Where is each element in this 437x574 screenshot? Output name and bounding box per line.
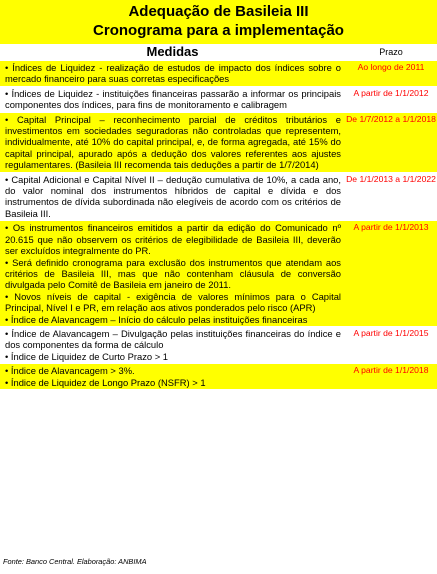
medidas-cell — [0, 326, 345, 363]
medida-item: • Capital Adicional e Capital Nível II – dedução cumulativa de 10%, a cada ano, do valor nominal dos instrumentos híbridos de capital e dívida e dos instrumentos de dívida subordinada não elegíveis de acordo com os critérios de Basileia III. — [5, 173, 341, 219]
medida-item: • Índice de Alavancagem – Divulgação pelas instituições financeiras do índice e dos componentes da forma de cálculo — [5, 327, 341, 351]
table-row — [0, 112, 437, 172]
title-line-1: Adequação de Basileia III — [128, 3, 309, 20]
title-line-2: Cronograma para a implementação — [93, 22, 344, 39]
medidas-cell — [0, 364, 345, 389]
medida-item: • Índices de Liquidez - instituições financeiras passarão a informar os principais componentes dos índices, para fins de monitoramento e calibragem — [5, 87, 341, 111]
medida-item: • Capital Principal – reconhecimento parcial de créditos tributários e investimentos em sociedades seguradoras não controladas que representem, individualmente, até 10% do capital principal, e, de forma agregada, até 15% do capital principal, apurado após a dedução dos valores referentes aos ajustes regulamentares. (Basileia III recomenda tais deduções a partir de 1/7/2014) — [5, 113, 341, 171]
medidas-cell — [0, 61, 345, 87]
cronograma-table — [0, 60, 437, 389]
medida-item: • Índice de Liquidez de Curto Prazo > 1 — [5, 350, 169, 362]
prazo-cell: De 1/7/2012 a 1/1/2018 — [345, 112, 437, 172]
prazo-cell: A partir de 1/1/2018 — [345, 364, 437, 389]
prazo-cell: Ao longo de 2011 — [345, 61, 437, 87]
medida-item: • Será definido cronograma para exclusão dos instrumentos que atendam aos critérios de Basileia III, mas que não contenham cláusula de conversão divulgada pelo Comitê de Basileia em janeiro de 2011. — [5, 256, 341, 291]
column-header-prazo: Prazo — [379, 47, 403, 57]
table-row — [0, 364, 437, 389]
table-row — [0, 326, 437, 363]
prazo-cell: A partir de 1/1/2012 — [345, 86, 437, 112]
source-note: Fonte: Banco Central. Elaboração: ANBIMA — [3, 557, 147, 566]
medida-item: • Novos níveis de capital - exigência de valores mínimos para o Capital Principal, Nível I e PR, em relação aos ativos ponderados pelo risco (APR) — [5, 290, 341, 314]
medida-item: • Índice de Liquidez de Longo Prazo (NSFR) > 1 — [5, 376, 206, 388]
table-row — [0, 61, 437, 87]
table-row — [0, 172, 437, 221]
medida-item: • Os instrumentos financeiros emitidos a partir da edição do Comunicado nº 20.615 que não observem os critérios de elegibilidade de Basileia III, deverão ser excluídos integralmente do PR. — [5, 222, 341, 257]
medidas-cell — [0, 172, 345, 221]
column-header-medidas: Medidas — [146, 44, 199, 59]
table-body — [0, 61, 437, 389]
medida-item: • Índice de Alavancagem > 3%. — [5, 365, 135, 377]
table-row — [0, 86, 437, 112]
prazo-cell: De 1/1/2013 a 1/1/2022 — [345, 172, 437, 221]
medidas-cell — [0, 112, 345, 172]
medida-item: • Índice de Alavancagem – Início do cálculo pelas instituições financeiras — [5, 313, 308, 325]
medidas-cell — [0, 221, 345, 327]
prazo-cell: A partir de 1/1/2015 — [345, 326, 437, 363]
medida-item: • Índices de Liquidez - realização de estudos de impacto dos índices sobre o mercado financeiro para suas corretas especificações — [5, 62, 341, 85]
table-row — [0, 221, 437, 327]
prazo-cell: A partir de 1/1/2013 — [345, 221, 437, 327]
medidas-cell — [0, 86, 345, 112]
table-title — [0, 0, 437, 44]
